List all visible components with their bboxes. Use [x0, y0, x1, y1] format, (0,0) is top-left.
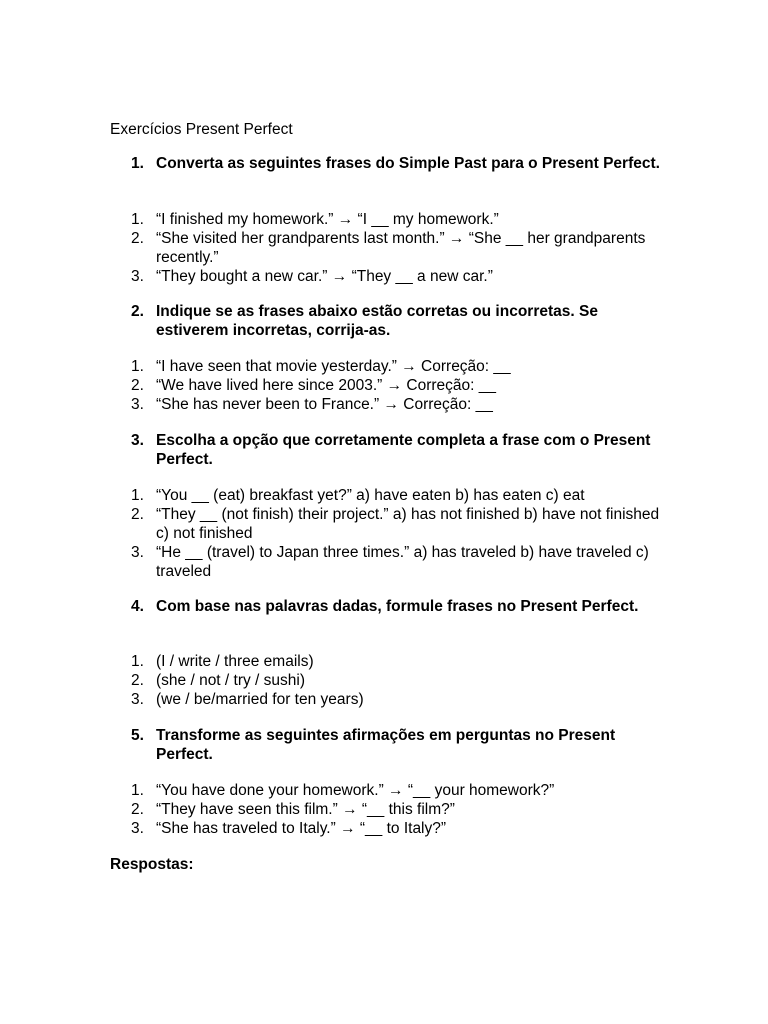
- list-item: [131, 819, 671, 838]
- section-4-heading: [131, 597, 671, 616]
- section-3-items: [131, 486, 671, 581]
- item-number: 3.: [131, 396, 144, 413]
- section-heading-text: Converta as seguintes frases do Simple Past para o Present Perfect.: [156, 155, 660, 172]
- section-4-items: [131, 652, 671, 709]
- item-text: (she / not / try / sushi): [156, 672, 306, 689]
- item-number: 2.: [131, 801, 144, 818]
- section-2-heading: [131, 302, 671, 340]
- section-heading-text: Com base nas palavras dadas, formule frases no Present Perfect.: [156, 598, 639, 615]
- item-text: “You __ (eat) breakfast yet?” a) have eaten b) has eaten c) eat: [156, 487, 585, 504]
- list-item: [131, 486, 671, 505]
- section-heading-text: Transforme as seguintes afirmações em perguntas no Present Perfect.: [156, 727, 616, 763]
- section-heading-text: Indique se as frases abaixo estão corretas ou incorretas. Se estiverem incorretas, corrija-as.: [156, 303, 598, 339]
- list-item: [131, 800, 671, 819]
- list-item: [131, 267, 671, 286]
- item-number: 3.: [131, 691, 144, 708]
- item-text: “I finished my homework.” → “I __ my homework.”: [156, 211, 499, 228]
- item-text: “He __ (travel) to Japan three times.” a) has traveled b) have traveled c) traveled: [156, 544, 649, 580]
- list-item: [131, 395, 671, 414]
- list-item: [131, 690, 671, 709]
- section-number: 3.: [131, 432, 144, 449]
- list-item: [131, 781, 671, 800]
- section-number: 4.: [131, 598, 144, 615]
- list-item: [131, 210, 671, 229]
- item-number: 2.: [131, 506, 144, 523]
- item-number: 3.: [131, 820, 144, 837]
- item-number: 1.: [131, 782, 144, 799]
- list-item: [131, 229, 671, 267]
- item-number: 3.: [131, 544, 144, 561]
- item-number: 2.: [131, 672, 144, 689]
- item-text: “She visited her grandparents last month.” → “She __ her grandparents recently.”: [156, 230, 646, 266]
- item-number: 1.: [131, 653, 144, 670]
- list-item: [131, 376, 671, 395]
- item-number: 3.: [131, 268, 144, 285]
- document-title: Exercícios Present Perfect: [110, 121, 293, 138]
- answers-heading: Respostas:: [110, 856, 194, 873]
- section-1-items: [131, 210, 671, 286]
- item-text: “They have seen this film.” → “__ this film?”: [156, 801, 455, 818]
- item-number: 2.: [131, 377, 144, 394]
- section-number: 1.: [131, 155, 144, 172]
- item-text: (we / be/married for ten years): [156, 691, 364, 708]
- item-number: 1.: [131, 358, 144, 375]
- item-text: “They __ (not finish) their project.” a) has not finished b) have not finished c) not finished: [156, 506, 660, 542]
- section-1-heading: [131, 154, 671, 173]
- item-text: “She has traveled to Italy.” → “__ to Italy?”: [156, 820, 447, 837]
- section-3-heading: [131, 431, 671, 469]
- section-2-items: [131, 357, 671, 414]
- list-item: [131, 543, 671, 581]
- item-text: “They bought a new car.” → “They __ a new car.”: [156, 268, 493, 285]
- item-text: “I have seen that movie yesterday.” → Correção: __: [156, 358, 511, 375]
- item-text: “She has never been to France.” → Correção: __: [156, 396, 493, 413]
- item-text: (I / write / three emails): [156, 653, 314, 670]
- list-item: [131, 671, 671, 690]
- item-text: “You have done your homework.” → “__ your homework?”: [156, 782, 555, 799]
- item-number: 2.: [131, 230, 144, 247]
- section-number: 5.: [131, 727, 144, 744]
- item-text: “We have lived here since 2003.” → Correção: __: [156, 377, 497, 394]
- section-number: 2.: [131, 303, 144, 320]
- section-heading-text: Escolha a opção que corretamente completa a frase com o Present Perfect.: [156, 432, 651, 468]
- item-number: 1.: [131, 487, 144, 504]
- section-5-items: [131, 781, 671, 838]
- section-5-heading: [131, 726, 671, 764]
- list-item: [131, 357, 671, 376]
- list-item: [131, 652, 671, 671]
- list-item: [131, 505, 671, 543]
- item-number: 1.: [131, 211, 144, 228]
